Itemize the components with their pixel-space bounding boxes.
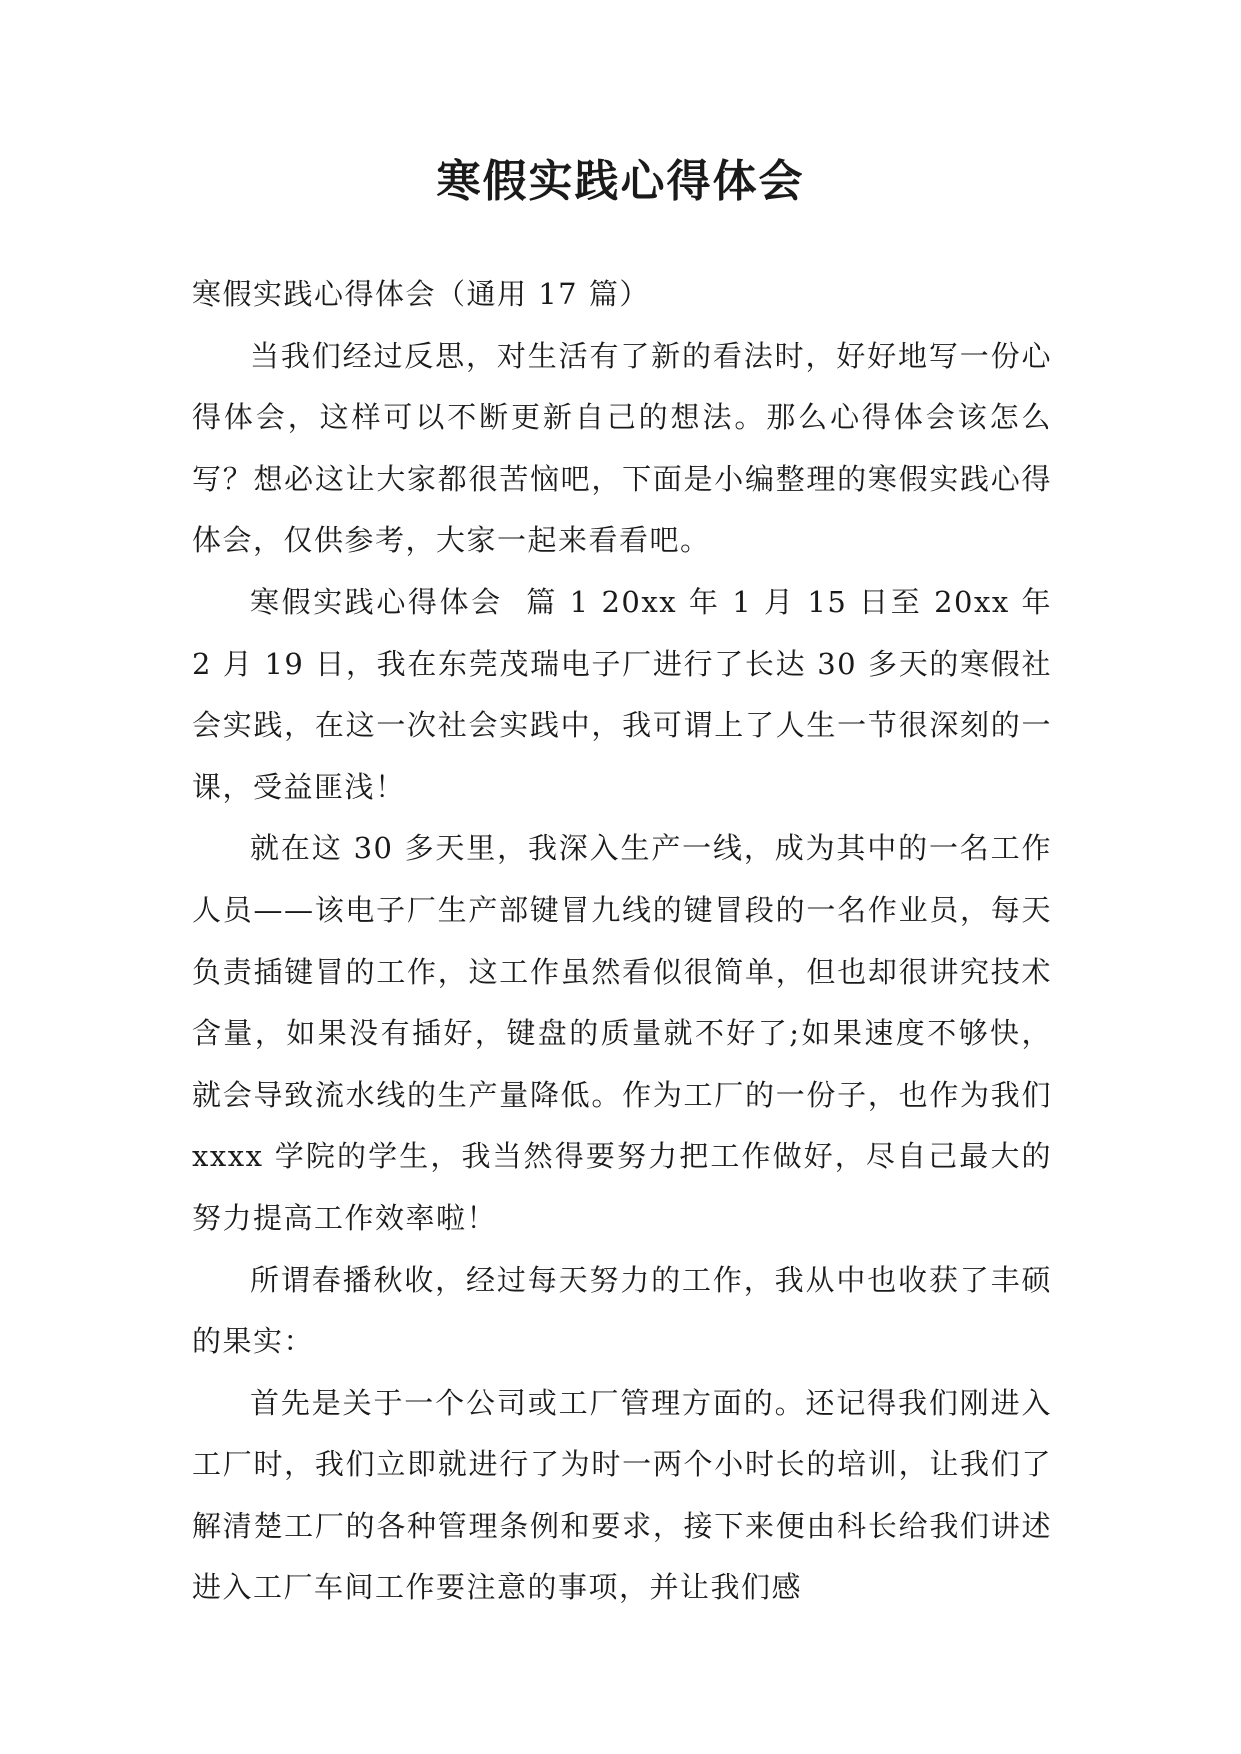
document-title: 寒假实践心得体会 — [436, 156, 805, 207]
body-paragraph: 所谓春播秋收，经过每天努力的工作，我从中也收获了丰硕的果实： — [192, 1262, 1052, 1359]
section-1-label: 寒假实践心得体会 篇 1 — [250, 584, 590, 619]
section-1-text: 20xx 年 1 月 15 日至 20xx 年 2 月 19 日，我在东莞茂瑞电子厂进行了长达 30 多天的寒假社会实践，在这一次社会实践中，我可谓上了人生一节很深刻的一课，受益匪浅！ — [192, 584, 1053, 804]
document-subtitle: 寒假实践心得体会（通用 17 篇） — [192, 277, 650, 311]
body-paragraph: 首先是关于一个公司或工厂管理方面的。还记得我们刚进入工厂时，我们立即就进行了为时一两个小时长的培训，让我们了解清楚工厂的各种管理条例和要求，接下来便由科长给我们讲述进入工厂车间工作要注意的事项，并让我们感 — [192, 1385, 1052, 1605]
document-body — [192, 264, 1052, 1619]
section-1-paragraph — [192, 572, 1052, 818]
body-paragraph: 就在这 30 多天里，我深入生产一线，成为其中的一名工作人员——该电子厂生产部键冒九线的键冒段的一名作业员，每天负责插键冒的工作，这工作虽然看似很简单，但也却很讲究技术含量，如果没有插好，键盘的质量就不好了;如果速度不够快，就会导致流水线的生产量降低。作为工厂的一份子，也作为我们 xxxx 学院的学生，我当然得要努力把工作做好，尽自己最大的努力提高工作效率啦！ — [192, 831, 1052, 1235]
intro-paragraph: 当我们经过反思，对生活有了新的看法时，好好地写一份心得体会，这样可以不断更新自己的想法。那么心得体会该怎么写？想必这让大家都很苦恼吧，下面是小编整理的寒假实践心得体会，仅供参考，大家一起来看看吧。 — [192, 338, 1052, 558]
